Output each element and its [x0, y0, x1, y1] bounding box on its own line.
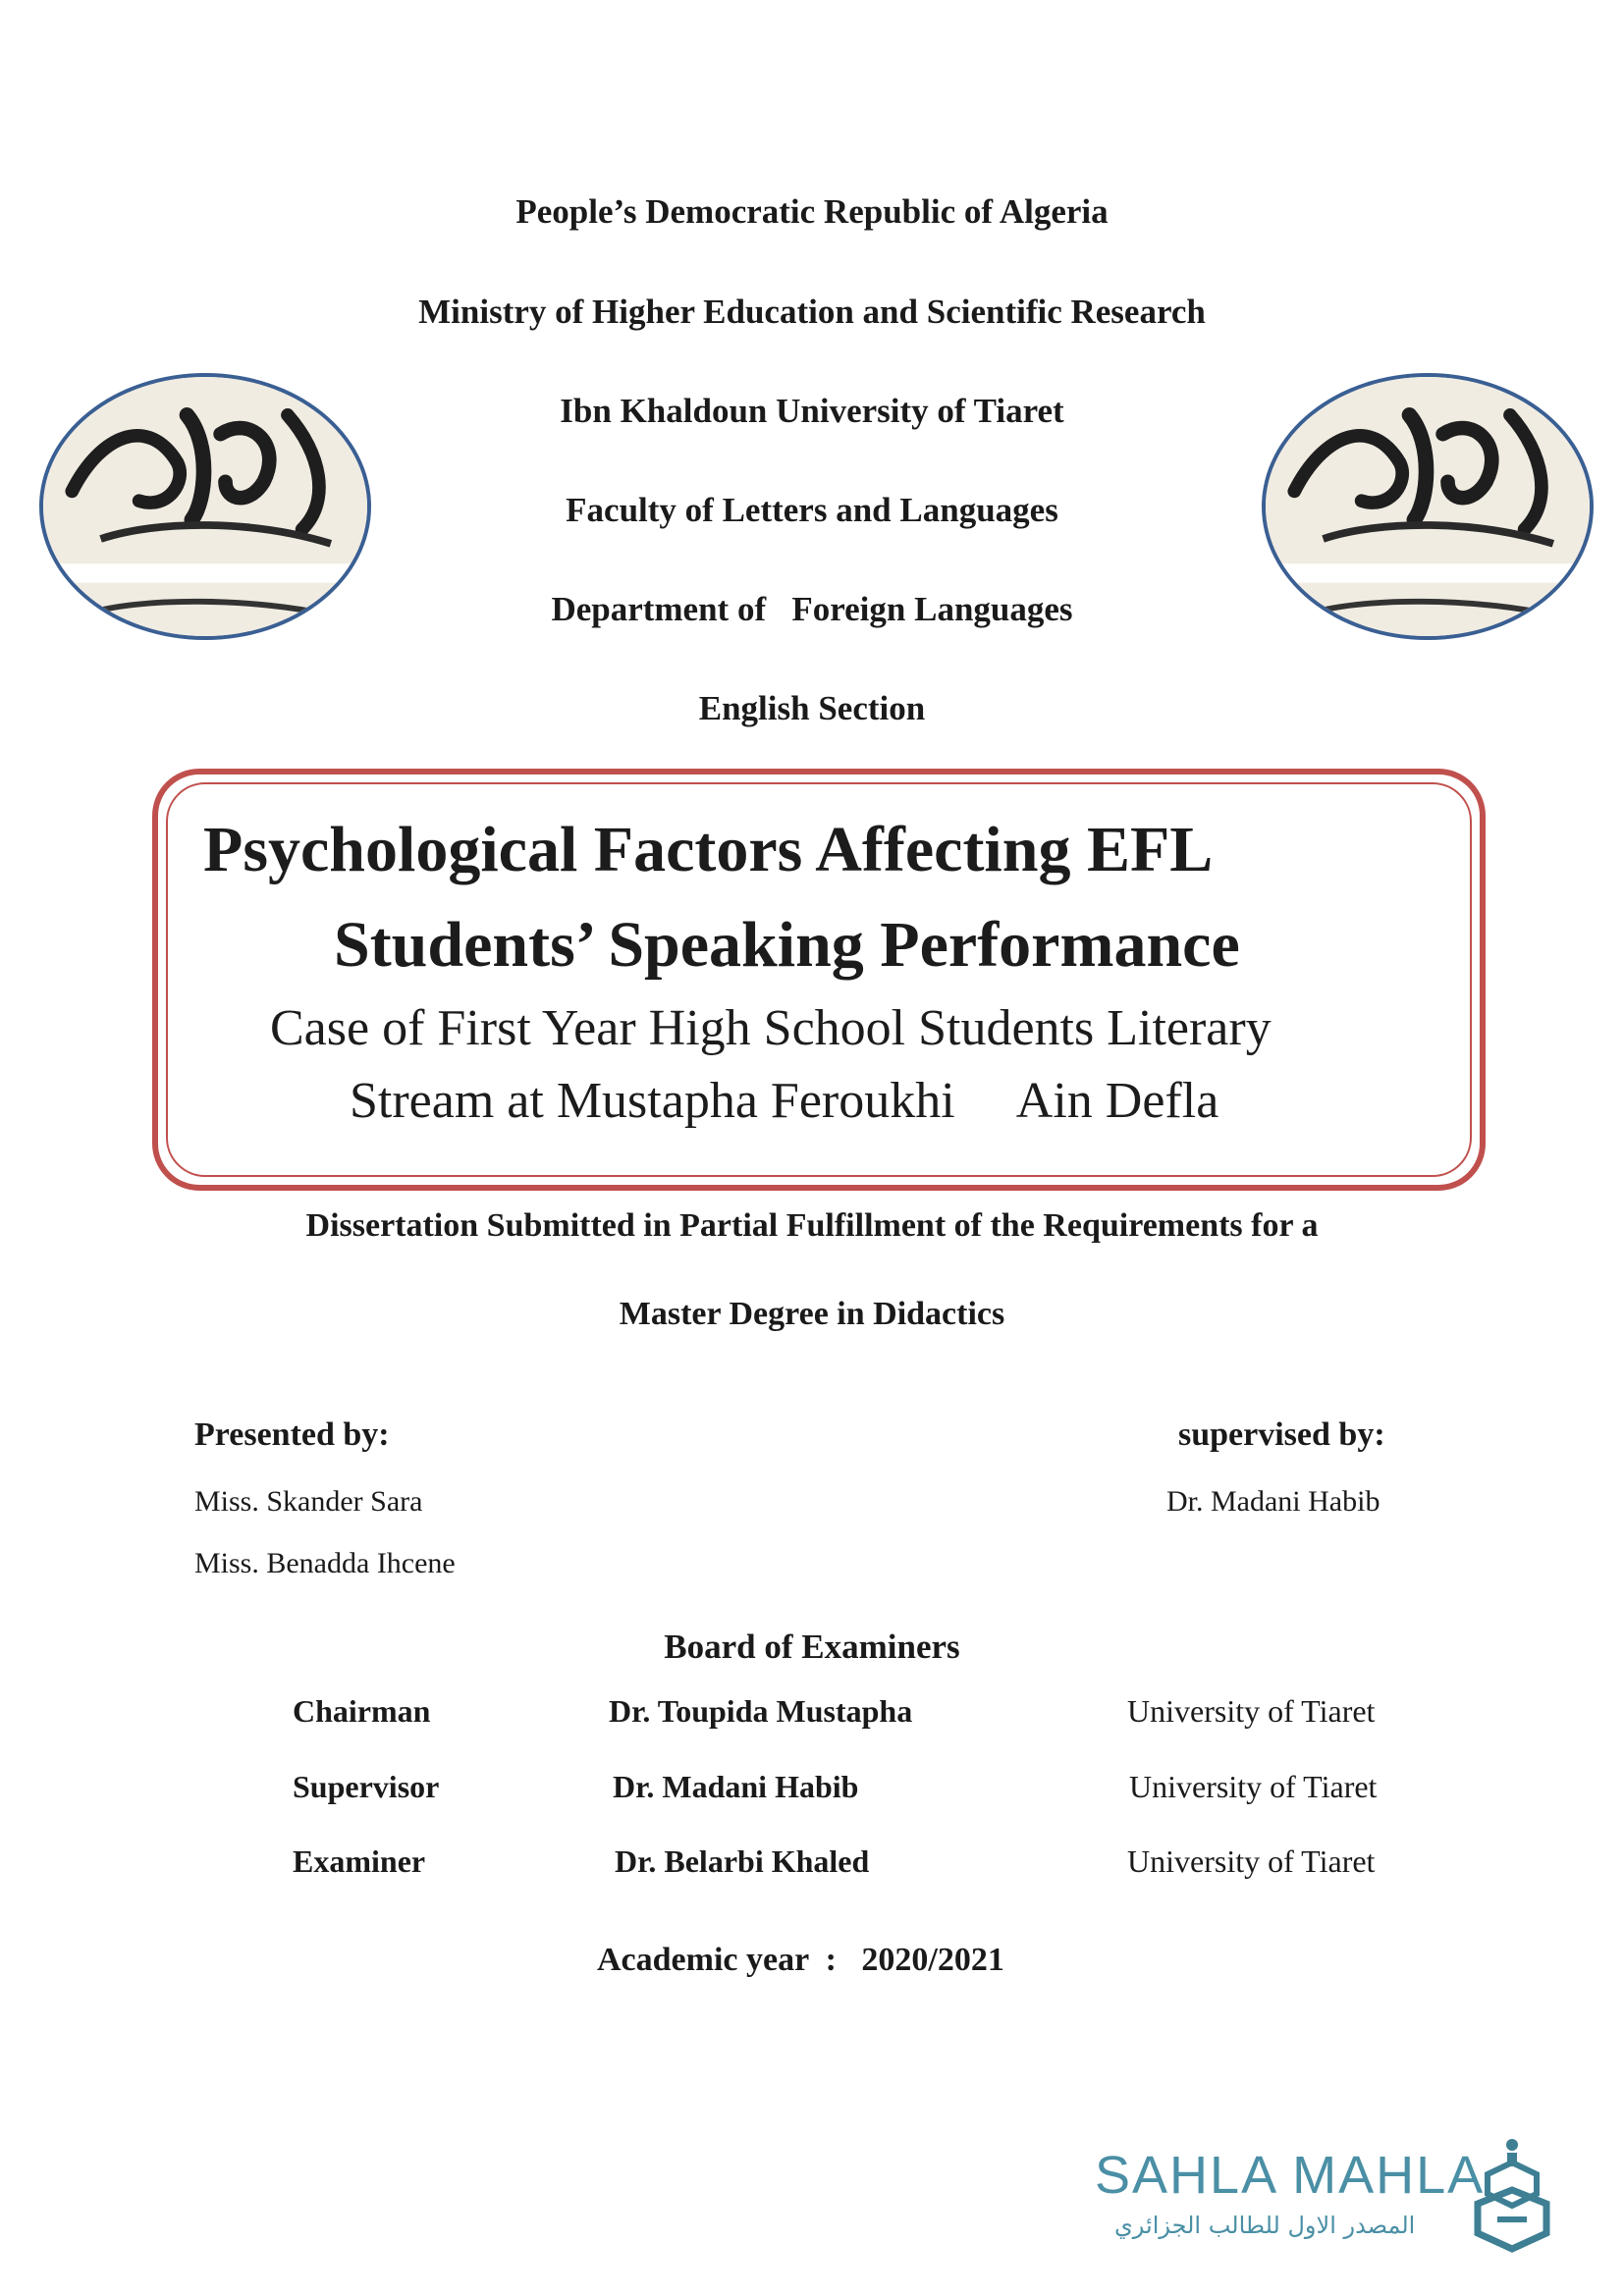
- board-name-chairman: Dr. Toupida Mustapha: [609, 1693, 913, 1729]
- header-section: English Section: [698, 689, 926, 727]
- board-institution-examiner: University of Tiaret: [1127, 1843, 1376, 1879]
- university-logo-left-icon: [39, 373, 371, 640]
- board-role-supervisor: Supervisor: [293, 1769, 440, 1804]
- header-department: Department of Foreign Languages: [551, 590, 1073, 628]
- header-country: People’s Democratic Republic of Algeria: [515, 192, 1109, 231]
- sahla-mahla-brand: SAHLA MAHLA: [1095, 2146, 1486, 2205]
- sahla-mahla-watermark: [1095, 2135, 1556, 2253]
- dissertation-title-line1: Psychological Factors Affecting EFL: [203, 814, 1214, 885]
- submission-statement-line2: Master Degree in Didactics: [619, 1296, 1005, 1332]
- presented-by-label: Presented by:: [194, 1416, 390, 1453]
- board-role-examiner: Examiner: [293, 1843, 426, 1879]
- supervisor-name: Dr. Madani Habib: [1166, 1485, 1380, 1518]
- header-university: Ibn Khaldoun University of Tiaret: [560, 392, 1064, 430]
- presenter-name-2: Miss. Benadda Ihcene: [194, 1547, 456, 1579]
- presenter-name-1: Miss. Skander Sara: [194, 1485, 423, 1518]
- sahla-mahla-emblem-icon: [1468, 2135, 1556, 2253]
- supervised-by-label: supervised by:: [1178, 1416, 1385, 1453]
- academic-year: Academic year : 2020/2021: [597, 1942, 1004, 1978]
- submission-statement-line1: Dissertation Submitted in Partial Fulfillment of the Requirements for a: [305, 1207, 1319, 1244]
- header-ministry: Ministry of Higher Education and Scientific Research: [418, 293, 1206, 331]
- board-title: Board of Examiners: [664, 1628, 960, 1666]
- board-institution-chairman: University of Tiaret: [1127, 1693, 1376, 1729]
- dissertation-title-line2: Students’ Speaking Performance: [334, 909, 1240, 981]
- sahla-mahla-tagline: المصدر الاول للطالب الجزائري: [1114, 2212, 1416, 2239]
- dissertation-subtitle-line1: Case of First Year High School Students Literary: [270, 1000, 1272, 1056]
- header-faculty: Faculty of Letters and Languages: [566, 491, 1058, 529]
- board-name-examiner: Dr. Belarbi Khaled: [615, 1843, 870, 1879]
- university-logo-right-icon: [1262, 373, 1594, 640]
- board-institution-supervisor: University of Tiaret: [1129, 1769, 1378, 1804]
- board-name-supervisor: Dr. Madani Habib: [613, 1769, 859, 1804]
- dissertation-subtitle-line2: Stream at Mustapha Feroukhi Ain Defla: [350, 1073, 1219, 1129]
- board-role-chairman: Chairman: [293, 1693, 431, 1729]
